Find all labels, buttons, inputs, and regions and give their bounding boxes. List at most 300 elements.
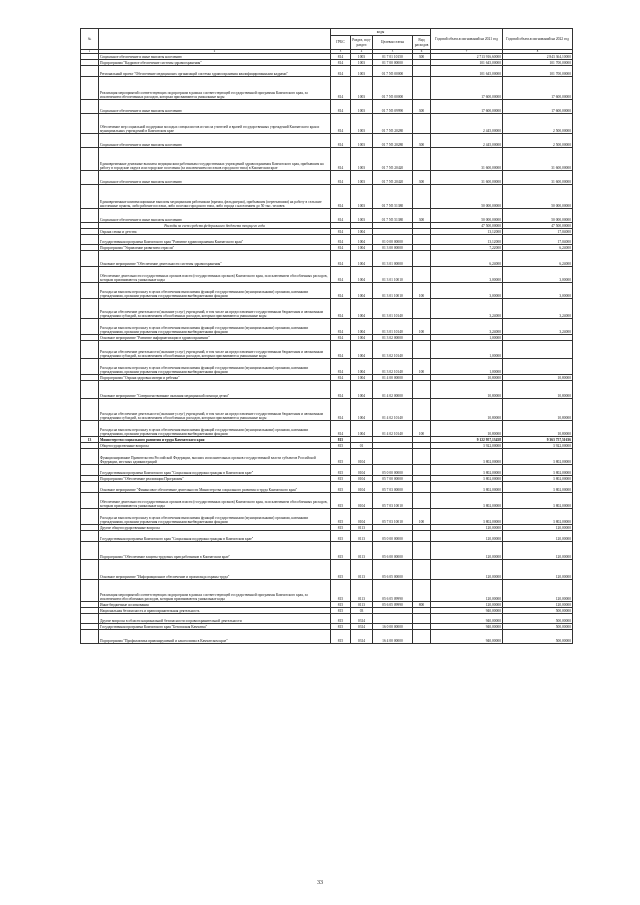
header-section: Раздел, под-раздел — [351, 36, 373, 50]
row-volume-2021: 120,00000 — [431, 602, 503, 608]
row-volume-2021: 3 802,00000 — [431, 509, 503, 525]
row-grbs: 814 — [331, 341, 351, 359]
row-expense-type: 300 — [413, 54, 431, 60]
row-volume-2022: 10,80000 — [503, 375, 573, 381]
row-name: Единовременные денежные выплаты медицинским работникам государственных учреждений здравоохранения Камчатского края, прибывшим на работу в городские округа или городские поселения (за исключением поселков городского типа) в Камчатском крае — [99, 148, 331, 171]
row-volume-2022: 2 843 364,10000 — [503, 54, 573, 60]
row-target-article: 01 7 N5 20280 — [373, 114, 413, 134]
row-section: 0314 — [351, 614, 373, 624]
row-volume-2021: 3 802,00000 — [431, 482, 503, 493]
row-volume-2021: 9 122 957,13458 — [431, 437, 503, 443]
row-volume-2021: 2 445,00000 — [431, 134, 503, 148]
row-expense-type — [413, 185, 431, 209]
row-number — [81, 66, 99, 77]
row-number — [81, 449, 99, 465]
row-number — [81, 209, 99, 223]
row-name: Функционирование Правительства Российской Федерации, высших исполнительных органов государственной власти субъектов Российской Федерации, местных администраций — [99, 449, 331, 465]
row-target-article: 05 6 00 00000 — [373, 542, 413, 560]
row-number — [81, 509, 99, 525]
row-number — [81, 100, 99, 114]
row-number — [81, 614, 99, 624]
row-number — [81, 251, 99, 267]
row-expense-type: 800 — [413, 602, 431, 608]
row-target-article: 16 0 00 00000 — [373, 624, 413, 630]
row-grbs: 814 — [331, 134, 351, 148]
row-section: 0104 — [351, 476, 373, 482]
row-grbs: 815 — [331, 602, 351, 608]
row-grbs: 814 — [331, 100, 351, 114]
row-volume-2022: 101 700,00000 — [503, 66, 573, 77]
row-volume-2021: 10,80000 — [431, 375, 503, 381]
table-row — [81, 319, 573, 335]
row-grbs: 815 — [331, 560, 351, 580]
row-expense-type — [413, 251, 431, 267]
table-row — [81, 267, 573, 283]
row-grbs: 814 — [331, 209, 351, 223]
row-expense-type: 300 — [413, 134, 431, 148]
table-row — [81, 341, 573, 359]
table-row — [81, 100, 573, 114]
row-target-article: 01 3 02 10140 — [373, 359, 413, 375]
row-volume-2021: 2 713 916,60000 — [431, 54, 503, 60]
row-section: 0113 — [351, 531, 373, 542]
row-name: Социальное обеспечение и иные выплаты населению — [99, 134, 331, 148]
row-volume-2022 — [503, 341, 573, 359]
row-name: Государственная программа Камчатского края "Социальная поддержка граждан в Камчатском крае" — [99, 531, 331, 542]
row-volume-2022: 17 600,00000 — [503, 100, 573, 114]
row-name: Социальное обеспечение и иные выплаты населению — [99, 171, 331, 185]
row-grbs: 814 — [331, 185, 351, 209]
table-row — [81, 114, 573, 134]
table-row — [81, 614, 573, 624]
row-volume-2022: 10,80000 — [503, 399, 573, 421]
row-volume-2022: 120,00000 — [503, 542, 573, 560]
row-section: 0113 — [351, 560, 373, 580]
row-section: 01 — [351, 443, 373, 449]
row-section: 1004 — [351, 267, 373, 283]
row-section: 0104 — [351, 482, 373, 493]
row-name: Подпрограмма "Охрана здоровья матери и ребенка" — [99, 375, 331, 381]
row-number — [81, 235, 99, 245]
index-cell: 2 — [99, 50, 331, 54]
row-section: 0314 — [351, 630, 373, 644]
row-grbs: 815 — [331, 493, 351, 509]
header-codes: коды — [331, 29, 431, 36]
row-section: 1004 — [351, 299, 373, 319]
row-name: Расходы на выплаты персоналу в целях обеспечения выполнения функций государственными (муниципальными) органами, казенными учреждениями, органами управления государственными внебюджетными фондами — [99, 509, 331, 525]
row-volume-2022: 50 000,00000 — [503, 185, 573, 209]
header-type: Вид расходов — [413, 36, 431, 50]
row-name: Другие вопросы в области национальной безопасности и правоохранительной деятельности — [99, 614, 331, 624]
row-volume-2022: 3 802,00000 — [503, 482, 573, 493]
row-expense-type — [413, 235, 431, 245]
row-volume-2021: 13,12000 — [431, 229, 503, 235]
row-name: Основное мероприятие "Финансовое обеспечение деятельности Министерства социального развития и труда Камчатского края" — [99, 482, 331, 493]
row-expense-type: 100 — [413, 319, 431, 335]
row-expense-type — [413, 299, 431, 319]
row-volume-2021: 31 600,00000 — [431, 171, 503, 185]
row-name: Расходы на обеспечение деятельности (оказание услуг) учреждений, в том числе на предоставление государственным бюджетным и автономным учреждениям субсидий, за исключением обособленных расходов, которым присваиваются уникальные коды — [99, 299, 331, 319]
row-number — [81, 381, 99, 399]
table-row — [81, 421, 573, 437]
row-expense-type — [413, 580, 431, 602]
row-target-article: 01 7 N5 51380 — [373, 209, 413, 223]
row-grbs: 814 — [331, 359, 351, 375]
row-volume-2021: 10,80000 — [431, 421, 503, 437]
row-section: 0113 — [351, 602, 373, 608]
row-volume-2022: 500,00000 — [503, 630, 573, 644]
row-volume-2022: 31 600,00000 — [503, 148, 573, 171]
row-volume-2022: 500,00000 — [503, 608, 573, 614]
row-target-article: 01 3 02 10140 — [373, 341, 413, 359]
row-number — [81, 542, 99, 560]
row-grbs: 814 — [331, 114, 351, 134]
row-target-article: 01 4 00 00000 — [373, 375, 413, 381]
row-volume-2022: 2 500,00000 — [503, 134, 573, 148]
table-row — [81, 148, 573, 171]
row-grbs: 815 — [331, 443, 351, 449]
row-volume-2022: 6,24000 — [503, 251, 573, 267]
table-row — [81, 171, 573, 185]
row-volume-2021: 3 802,00000 — [431, 476, 503, 482]
row-number — [81, 319, 99, 335]
row-volume-2021: 3 802,00000 — [431, 465, 503, 476]
row-name: Расходы на выплаты персоналу в целях обеспечения выполнения функций государственными (муниципальными) органами, казенными учреждениями, органами управления государственными внебюджетными фондами — [99, 359, 331, 375]
row-number — [81, 299, 99, 319]
table-row — [81, 531, 573, 542]
table-row — [81, 580, 573, 602]
row-target-article: 01 3 01 10140 — [373, 299, 413, 319]
row-volume-2021: 120,00000 — [431, 560, 503, 580]
row-grbs: 814 — [331, 54, 351, 60]
row-expense-type: 100 — [413, 283, 431, 299]
row-target-article: 01 3 01 10010 — [373, 267, 413, 283]
row-grbs: 814 — [331, 375, 351, 381]
row-grbs: 814 — [331, 299, 351, 319]
header-number: № — [81, 29, 99, 50]
row-section: 1004 — [351, 251, 373, 267]
header-volume-2022: Годовой объем ассигнований на 2022 год — [503, 29, 573, 50]
table-body — [81, 54, 573, 644]
table-row — [81, 235, 573, 245]
row-volume-2022: 10,80000 — [503, 421, 573, 437]
row-volume-2022: 3,00000 — [503, 283, 573, 299]
row-section: 0314 — [351, 624, 373, 630]
row-volume-2021: 7,22000 — [431, 245, 503, 251]
row-grbs: 814 — [331, 421, 351, 437]
row-name: Социальное обеспечение и иные выплаты населению — [99, 100, 331, 114]
row-target-article: 05 7 03 00000 — [373, 482, 413, 493]
row-target-article: 01 7 N5 20280 — [373, 134, 413, 148]
row-volume-2021: 31 600,00000 — [431, 148, 503, 171]
index-cell: 4 — [351, 50, 373, 54]
row-volume-2021: 3 802,00000 — [431, 493, 503, 509]
row-volume-2022: 3,24000 — [503, 319, 573, 335]
row-volume-2021: 3,00000 — [431, 267, 503, 283]
row-target-article: 01 7 N5 00000 — [373, 66, 413, 77]
row-grbs: 814 — [331, 399, 351, 421]
row-volume-2022: 120,00000 — [503, 580, 573, 602]
row-volume-2021: 120,00000 — [431, 525, 503, 531]
row-number — [81, 134, 99, 148]
row-section: 1004 — [351, 319, 373, 335]
row-grbs: 814 — [331, 229, 351, 235]
row-name: Подпрограмма "Обеспечение защиты трудовых прав работников в Камчатском крае" — [99, 542, 331, 560]
row-name: Региональный проект "Обеспечение медицинских организаций системы здравоохранения квалифицированными кадрами" — [99, 66, 331, 77]
table-row — [81, 359, 573, 375]
row-section: 1004 — [351, 245, 373, 251]
row-expense-type — [413, 465, 431, 476]
row-grbs: 814 — [331, 66, 351, 77]
row-number — [81, 482, 99, 493]
table-row — [81, 299, 573, 319]
table-row — [81, 465, 573, 476]
row-volume-2021: 120,00000 — [431, 542, 503, 560]
row-name: Единовременные компенсационные выплаты медицинским работникам (врачам, фельдшерам), прибывшим (переехавшим) на работу в сельские населенные пункты, либо рабочие поселки, либо поселки городского типа, либо города с населением до 50 тыс. человек — [99, 185, 331, 209]
row-target-article: 01 4 02 10140 — [373, 421, 413, 437]
row-volume-2021: 13,12000 — [431, 235, 503, 245]
row-volume-2022: 17,04000 — [503, 229, 573, 235]
row-section: 1003 — [351, 66, 373, 77]
row-volume-2021: 940,00000 — [431, 624, 503, 630]
row-grbs: 815 — [331, 476, 351, 482]
row-target-article: 05 7 03 10010 — [373, 509, 413, 525]
row-grbs: 815 — [331, 482, 351, 493]
row-name: Подпрограмма "Кадровое обеспечение системы здравоохранения" — [99, 60, 331, 66]
row-section: 1004 — [351, 399, 373, 421]
row-name: Обеспечение мер социальной поддержки молодых специалистов из числа учителей и врачей государственных учреждений Камчатского края и муниципальных учреждений в Камчатском крае — [99, 114, 331, 134]
row-grbs: 815 — [331, 437, 351, 443]
row-volume-2022: 500,00000 — [503, 624, 573, 630]
row-target-article: 01 7 N5 20420 — [373, 148, 413, 171]
row-number — [81, 267, 99, 283]
row-number — [81, 630, 99, 644]
row-target-article — [373, 449, 413, 465]
row-name: Государственная программа Камчатского края "Социальная поддержка граждан в Камчатском крае" — [99, 465, 331, 476]
row-section: 0104 — [351, 493, 373, 509]
row-target-article: 05 7 00 00000 — [373, 476, 413, 482]
row-number: 13 — [81, 437, 99, 443]
row-name: Охрана семьи и детства — [99, 229, 331, 235]
row-section: 1004 — [351, 229, 373, 235]
row-target-article — [373, 614, 413, 624]
row-name: Государственная программа Камчатского края "Развитие здравоохранения Камчатского края" — [99, 235, 331, 245]
index-cell: 1 — [81, 50, 99, 54]
row-name: Расходы на выплаты персоналу в целях обеспечения выполнения функций государственными (муниципальными) органами, казенными учреждениями, органами управления государственными внебюджетными фондами — [99, 421, 331, 437]
row-section: 0113 — [351, 542, 373, 560]
row-volume-2022: 120,00000 — [503, 531, 573, 542]
row-volume-2021: 940,00000 — [431, 630, 503, 644]
row-name: Расходы за счет средств федерального бюджета текущего года — [99, 223, 331, 229]
row-number — [81, 359, 99, 375]
row-target-article: 01 7 01 10150 — [373, 54, 413, 60]
row-grbs: 814 — [331, 245, 351, 251]
row-grbs: 814 — [331, 251, 351, 267]
row-volume-2021: 50 000,00000 — [431, 185, 503, 209]
row-name: Основное мероприятие "Развитие информатизации в здравоохранении" — [99, 335, 331, 341]
row-volume-2022: 50 000,00000 — [503, 209, 573, 223]
table-row — [81, 630, 573, 644]
row-name: Подпрограмма "Управление развитием отрасли" — [99, 245, 331, 251]
row-volume-2022: 120,00000 — [503, 560, 573, 580]
row-target-article: 05 0 00 00000 — [373, 531, 413, 542]
index-cell: 7 — [431, 50, 503, 54]
row-number — [81, 185, 99, 209]
row-name: Подпрограмма "Обеспечение реализации Программы" — [99, 476, 331, 482]
table-row — [81, 251, 573, 267]
row-volume-2021: 1,00000 — [431, 341, 503, 359]
row-section: 1003 — [351, 54, 373, 60]
row-volume-2022: 120,00000 — [503, 602, 573, 608]
page-number: 33 — [317, 880, 323, 886]
row-expense-type — [413, 542, 431, 560]
table-row — [81, 399, 573, 421]
row-name: Национальная безопасность и правоохранительная деятельность — [99, 608, 331, 614]
row-number — [81, 465, 99, 476]
row-name: Общегосударственные вопросы — [99, 443, 331, 449]
row-grbs: 815 — [331, 509, 351, 525]
row-section: 1003 — [351, 171, 373, 185]
row-target-article: 05 7 03 10010 — [373, 493, 413, 509]
row-expense-type — [413, 493, 431, 509]
row-volume-2022: 6,24000 — [503, 245, 573, 251]
row-volume-2021: 3,24000 — [431, 299, 503, 319]
row-name: Обеспечение деятельности государственных органов власти (государственных органов) Камчатского края, за исключением обособленных расходов, которым присваиваются уникальные коды — [99, 267, 331, 283]
row-number — [81, 399, 99, 421]
row-volume-2021: 10,80000 — [431, 381, 503, 399]
row-volume-2021: 101 645,00000 — [431, 66, 503, 77]
row-grbs: 814 — [331, 235, 351, 245]
row-volume-2022: 17,04000 — [503, 235, 573, 245]
row-number — [81, 580, 99, 602]
row-section: 1003 — [351, 209, 373, 223]
row-volume-2022: 3 802,00000 — [503, 509, 573, 525]
row-section: 03 — [351, 608, 373, 614]
row-target-article: 05 6 05 09990 — [373, 580, 413, 602]
row-volume-2022: 3 802,00000 — [503, 449, 573, 465]
row-volume-2021: 940,00000 — [431, 608, 503, 614]
row-section: 0113 — [351, 525, 373, 531]
row-name: Социальное обеспечение и иные выплаты населению — [99, 54, 331, 60]
row-volume-2021: 101 645,00000 — [431, 60, 503, 66]
row-volume-2021: 3 802,00000 — [431, 449, 503, 465]
row-target-article: 16 4 00 00000 — [373, 630, 413, 644]
row-name: Основное мероприятие "Обеспечение деятельности системы здравоохранения" — [99, 251, 331, 267]
row-expense-type — [413, 614, 431, 624]
row-expense-type — [413, 77, 431, 100]
row-section: 1003 — [351, 185, 373, 209]
row-grbs: 815 — [331, 624, 351, 630]
table-row — [81, 542, 573, 560]
row-expense-type: 300 — [413, 100, 431, 114]
row-expense-type: 100 — [413, 359, 431, 375]
row-target-article: 01 7 N5 20420 — [373, 171, 413, 185]
row-target-article: 01 7 00 00000 — [373, 60, 413, 66]
row-name: Обеспечение деятельности государственных органов власти (государственных органов) Камчатского края, за исключением обособленных расходов, которым присваиваются уникальные коды — [99, 493, 331, 509]
row-name: Подпрограмма "Профилактика правонарушений и алкоголизма в Камчатском крае" — [99, 630, 331, 644]
row-section: 1003 — [351, 148, 373, 171]
row-expense-type — [413, 267, 431, 283]
row-expense-type: 100 — [413, 421, 431, 437]
row-name: Другие общегосударственные вопросы — [99, 525, 331, 531]
header-volume-2021: Годовой объем ассигнований на 2021 год — [431, 29, 503, 50]
header-name — [99, 29, 331, 50]
row-grbs: 815 — [331, 630, 351, 644]
row-grbs: 815 — [331, 614, 351, 624]
table-row — [81, 482, 573, 493]
row-expense-type — [413, 399, 431, 421]
table-row — [81, 493, 573, 509]
row-section: 0113 — [351, 580, 373, 602]
row-section: 1004 — [351, 283, 373, 299]
row-target-article: 01 4 02 00000 — [373, 381, 413, 399]
row-name: Основное мероприятие "Совершенствование оказания медицинской помощи детям" — [99, 381, 331, 399]
table-row — [81, 449, 573, 465]
row-expense-type — [413, 630, 431, 644]
row-section: 0104 — [351, 465, 373, 476]
table-row — [81, 209, 573, 223]
row-volume-2021: 17 600,00000 — [431, 77, 503, 100]
row-volume-2021: 1,00000 — [431, 359, 503, 375]
row-volume-2021: 2 445,00000 — [431, 114, 503, 134]
row-section: 0104 — [351, 449, 373, 465]
row-target-article: 01 7 N5 09990 — [373, 100, 413, 114]
row-number — [81, 560, 99, 580]
row-number — [81, 341, 99, 359]
row-section: 1004 — [351, 341, 373, 359]
row-number — [81, 421, 99, 437]
row-volume-2021: 10,80000 — [431, 399, 503, 421]
row-expense-type — [413, 482, 431, 493]
row-grbs: 814 — [331, 381, 351, 399]
row-section: 1003 — [351, 114, 373, 134]
row-expense-type — [413, 381, 431, 399]
row-expense-type — [413, 449, 431, 465]
row-name: Государственная программа Камчатского края "Безопасная Камчатка" — [99, 624, 331, 630]
row-volume-2022: 17 600,00000 — [503, 77, 573, 100]
row-volume-2021: 50 000,00000 — [431, 209, 503, 223]
table-row — [81, 560, 573, 580]
row-target-article: 05 0 00 00000 — [373, 465, 413, 476]
row-target-article: 01 3 00 00000 — [373, 245, 413, 251]
table-row — [81, 509, 573, 525]
row-volume-2021: 3,24000 — [431, 319, 503, 335]
row-volume-2022: 3 802,00000 — [503, 493, 573, 509]
row-expense-type — [413, 531, 431, 542]
row-grbs: 815 — [331, 525, 351, 531]
index-cell: 5 — [373, 50, 413, 54]
table-row — [81, 66, 573, 77]
row-volume-2022: 3 922,00000 — [503, 443, 573, 449]
row-grbs: 814 — [331, 335, 351, 341]
row-name: Министерство социального развития и труда Камчатского края — [99, 437, 331, 443]
row-number — [81, 493, 99, 509]
row-name: Реализация мероприятий соответствующих подпрограмм в рамках соответствующей государственной программы Камчатского края, за исключением обособленных расходов, которым присваиваются уникальные коды — [99, 580, 331, 602]
row-section: 0104 — [351, 509, 373, 525]
table-row — [81, 77, 573, 100]
row-name: Иные бюджетные ассигнования — [99, 602, 331, 608]
row-section: 1004 — [351, 235, 373, 245]
row-volume-2021: 940,00000 — [431, 614, 503, 624]
row-section: 1004 — [351, 381, 373, 399]
row-volume-2022: 3,24000 — [503, 299, 573, 319]
row-target-article: 01 7 N5 51380 — [373, 185, 413, 209]
row-section: 1004 — [351, 359, 373, 375]
row-expense-type: 100 — [413, 509, 431, 525]
row-name: Расходы на обеспечение деятельности (оказание услуг) учреждений, в том числе на предоставление государственным бюджетным и автономным учреждениям субсидий, за исключением обособленных расходов, которым присваиваются уникальные коды — [99, 399, 331, 421]
row-volume-2022: 3 802,00000 — [503, 465, 573, 476]
index-cell: 6 — [413, 50, 431, 54]
